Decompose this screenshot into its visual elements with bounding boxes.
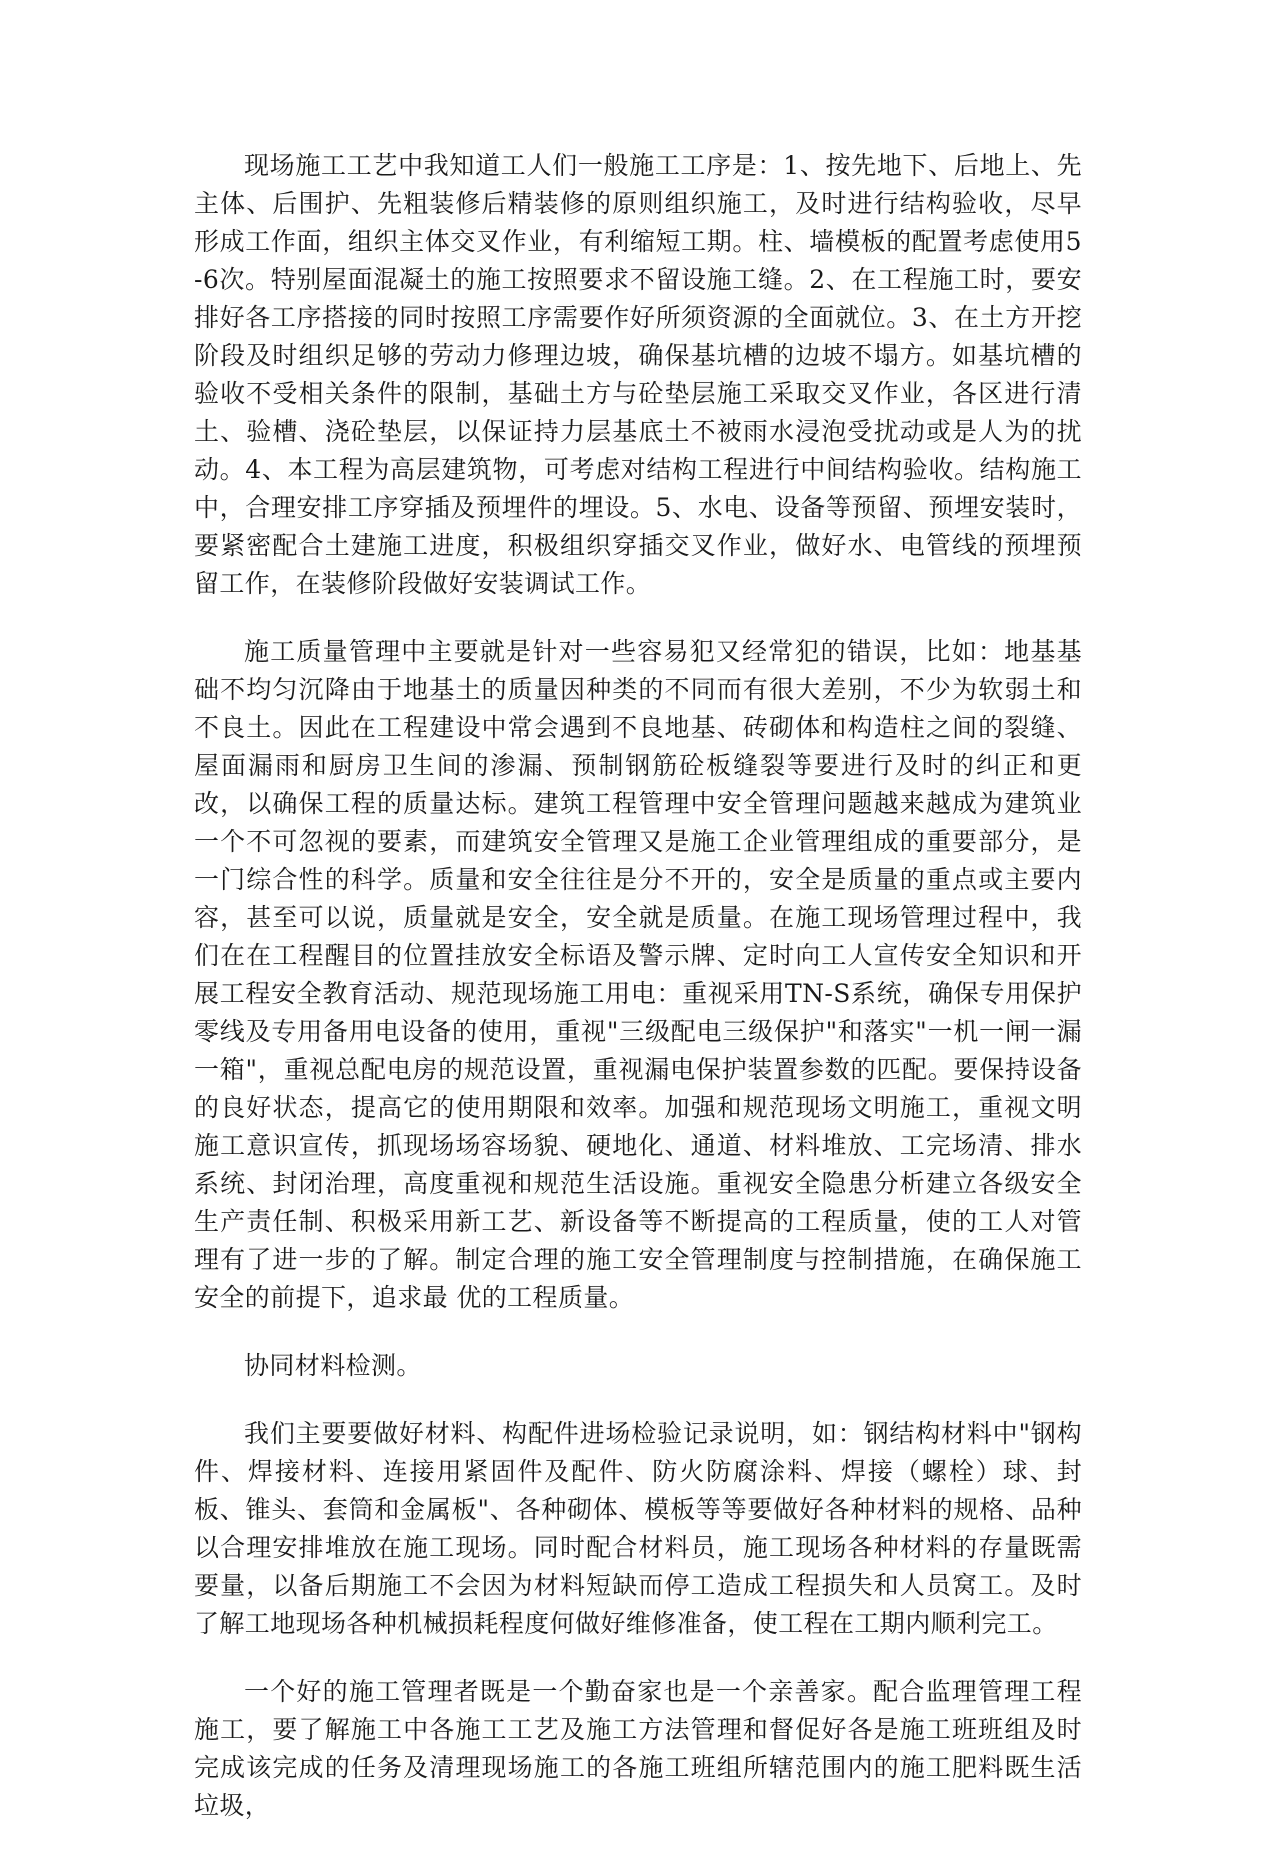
paragraph-construction-sequence: 现场施工工艺中我知道工人们一般施工工序是：1、按先地下、后地上、先主体、后围护、先粗装修后精装修的原则组织施工，及时进行结构验收，尽早形成工作面，组织主体交叉作业，有利缩短工期。柱、墙模板的配置考虑使用5-6次。特别屋面混凝土的施工按照要求不留设施工缝。2、在工程施工时，要安排好各工序搭接的同时按照工序需要作好所须资源的全面就位。3、在土方开挖阶段及时组织足够的劳动力修理边坡，确保基坑槽的边坡不塌方。如基坑槽的验收不受相关条件的限制，基础土方与砼垫层施工采取交叉作业，各区进行清土、验槽、浇砼垫层，以保证持力层基底土不被雨水浸泡受扰动或是人为的扰动。4、本工程为高层建筑物，可考虑对结构工程进行中间结构验收。结构施工中，合理安排工序穿插及预埋件的埋设。5、水电、设备等预留、预埋安装时，要紧密配合土建施工进度，积极组织穿插交叉作业，做好水、电管线的预埋预留工作，在装修阶段做好安装调试工作。 [194, 151, 1082, 598]
document-body [194, 147, 1082, 1855]
paragraph-material-inspection: 我们主要要做好材料、构配件进场检验记录说明，如：钢结构材料中"钢构件、焊接材料、连接用紧固件及配件、防火防腐涂料、焊接（螺栓）球、封板、锥头、套筒和金属板"、各种砌体、模板等等要做好各种材料的规格、品种以合理安排堆放在施工现场。同时配合材料员，施工现场各种材料的存量既需要量，以备后期施工不会因为材料短缺而停工造成工程损失和人员窝工。及时了解工地现场各种机械损耗程度何做好维修准备，使工程在工期内顺利完工。 [194, 1419, 1082, 1638]
paragraph-quality-safety-management: 施工质量管理中主要就是针对一些容易犯又经常犯的错误，比如：地基基础不均匀沉降由于地基土的质量因种类的不同而有很大差别，不少为软弱土和不良土。因此在工程建设中常会遇到不良地基、砖砌体和构造柱之间的裂缝、屋面漏雨和厨房卫生间的渗漏、预制钢筋砼板缝裂等要进行及时的纠正和更改，以确保工程的质量达标。建筑工程管理中安全管理问题越来越成为建筑业一个不可忽视的要素，而建筑安全管理又是施工企业管理组成的重要部分，是一门综合性的科学。质量和安全往往是分不开的，安全是质量的重点或主要内容，甚至可以说，质量就是安全，安全就是质量。在施工现场管理过程中，我们在在工程醒目的位置挂放安全标语及警示牌、定时向工人宣传安全知识和开展工程安全教育活动、规范现场施工用电：重视采用TN-S系统，确保专用保护零线及专用备用电设备的使用，重视"三级配电三级保护"和落实"一机一闸一漏一箱"，重视总配电房的规范设置，重视漏电保护装置参数的匹配。要保持设备的良好状态，提高它的使用期限和效率。加强和规范现场文明施工，重视文明施工意识宣传，抓现场场容场貌、硬地化、通道、材料堆放、工完场清、排水系统、封闭治理，高度重视和规范生活设施。重视安全隐患分析建立各级安全生产责任制、积极采用新工艺、新设备等不断提高的工程质量，使的工人对管理有了进一步的了解。制定合理的施工安全管理制度与控制措施，在确保施工安全的前提下，追求最 优的工程质量。 [194, 637, 1082, 1312]
paragraph-material-testing-heading: 协同材料检测。 [244, 1351, 422, 1380]
paragraph-construction-manager: 一个好的施工管理者既是一个勤奋家也是一个亲善家。配合监理管理工程施工，要了解施工中各施工工艺及施工方法管理和督促好各是施工班班组及时完成该完成的任务及清理现场施工的各施工班组所辖范围内的施工肥料既生活垃圾， [194, 1677, 1082, 1820]
